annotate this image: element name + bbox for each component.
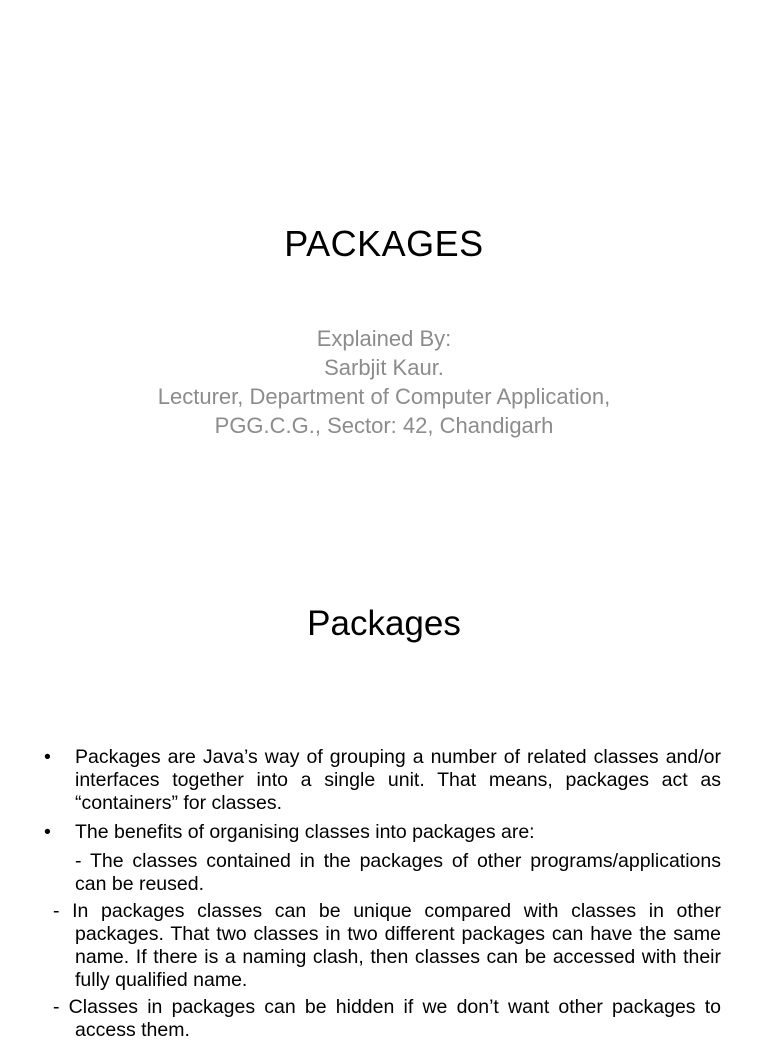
bullet-text: The benefits of organising classes into packages are: [75, 821, 535, 843]
benefit-point: - The classes contained in the packages of other programs/applications can be reused. [75, 850, 721, 895]
benefit-point: - Classes in packages can be hidden if we don’t want other packages to access them. [53, 996, 721, 1041]
bullet-icon: • [44, 821, 51, 843]
slide-title-heading: PACKAGES [284, 223, 484, 264]
bullet-icon: • [44, 746, 51, 768]
slide-packages [0, 576, 768, 1041]
subtitle-line-position: Lecturer, Department of Computer Application, [157, 384, 611, 409]
subtitle-line-author: Sarbjit Kaur. [324, 355, 444, 380]
slide-body [44, 746, 721, 1046]
bullet-item [44, 746, 721, 815]
bullet-item [44, 821, 721, 844]
benefit-point: - In packages classes can be unique compared with classes in other packages. That two classes in two different packages can have the same name. If there is a naming clash, then classes can be accessed with their fully qualified name. [53, 900, 721, 991]
subtitle-line-institution: PGG.C.G., Sector: 42, Chandigarh [214, 413, 554, 438]
slide-subtitle [0, 324, 768, 440]
subtitle-line-explained-by: Explained By: [316, 326, 452, 351]
slide-packages-heading: Packages [307, 604, 461, 643]
bullet-text: Packages are Java’s way of grouping a number of related classes and/or interfaces together into a single unit. That means, packages act as “containers” for classes. [75, 746, 721, 814]
